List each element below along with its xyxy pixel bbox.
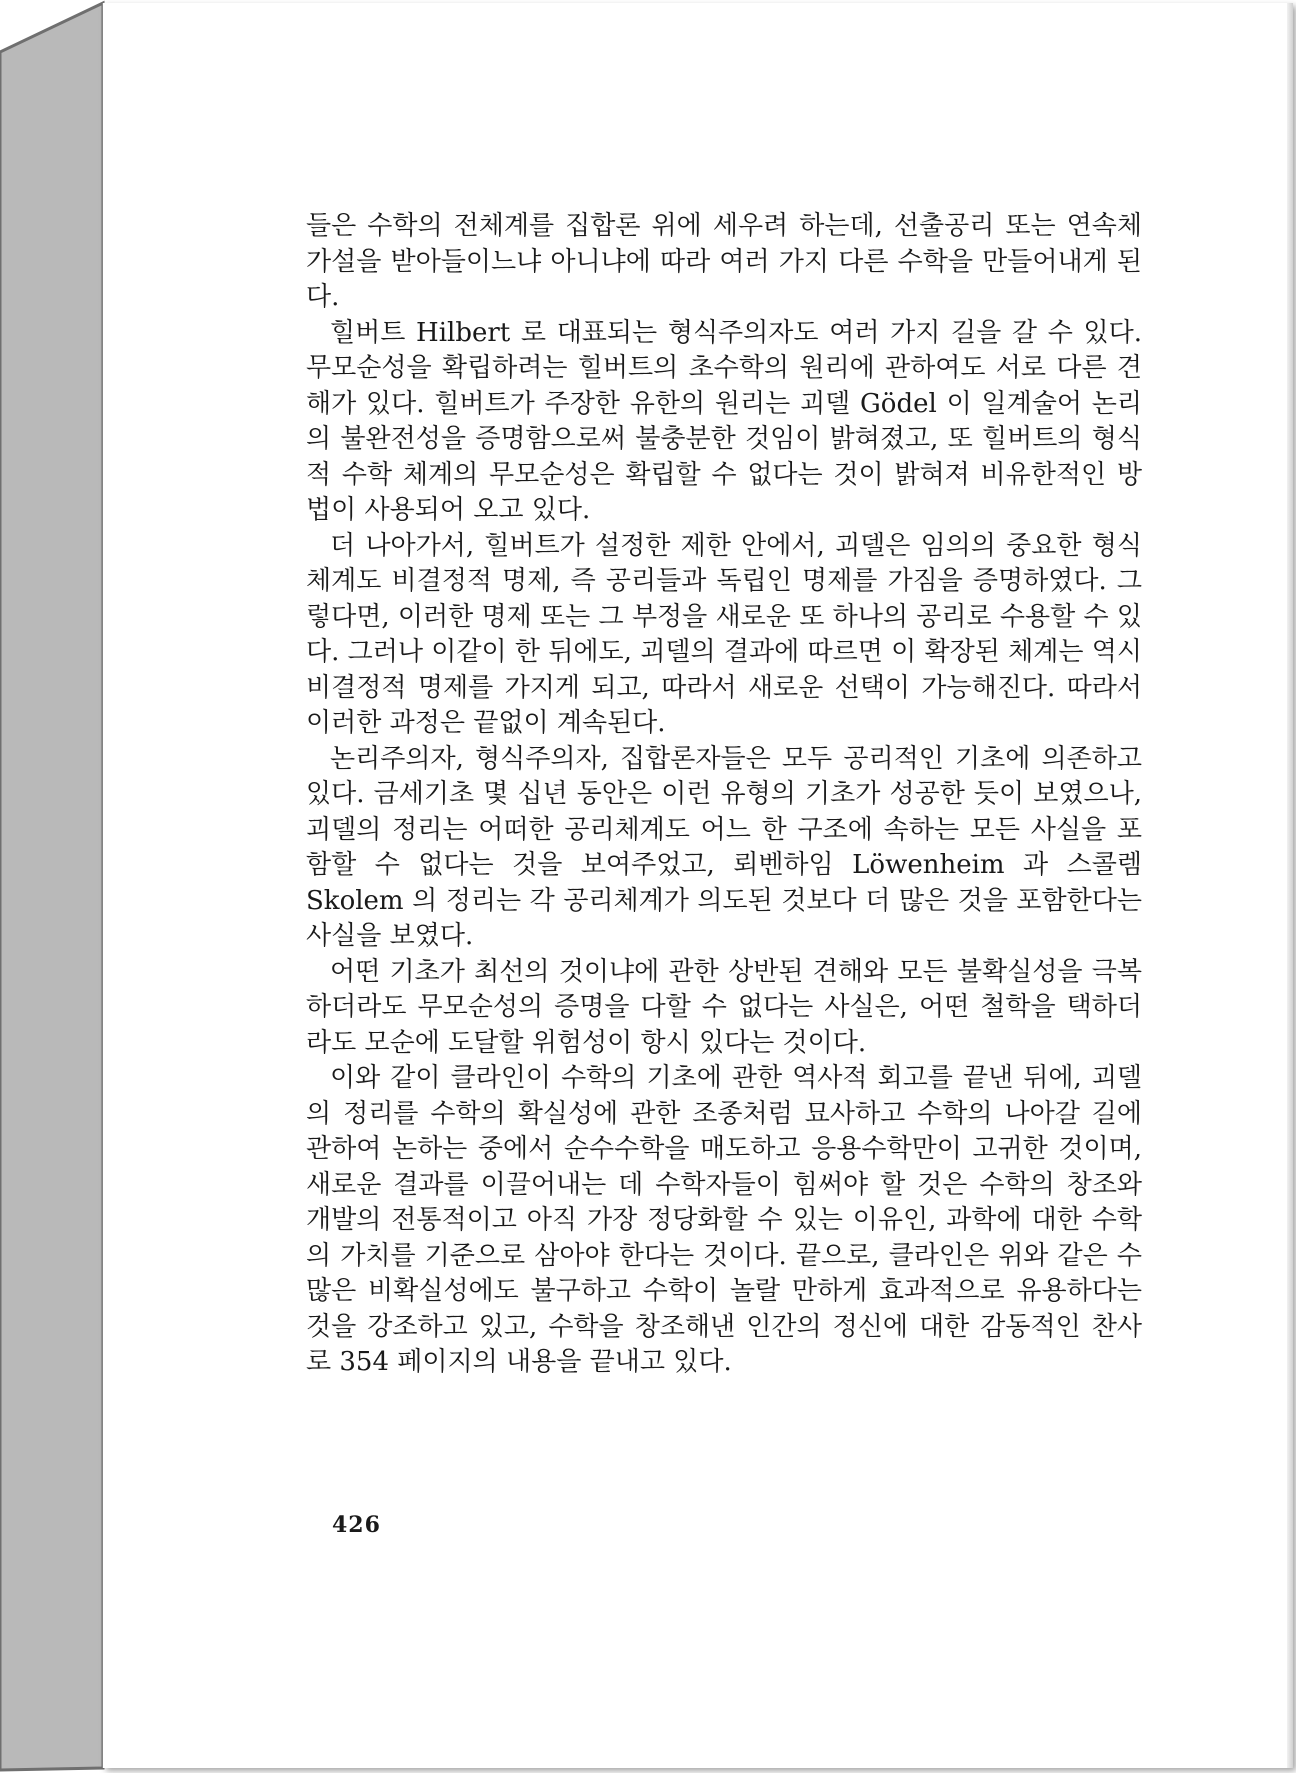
paragraph-3: 더 나아가서, 힐버트가 설정한 제한 안에서, 괴델은 임의의 중요한 형식 체계도 비결정적 명제, 즉 공리들과 독립인 명제를 가짐을 증명하였다. 그렇다면, 이러한 명제 또는 그 부정을 새로운 또 하나의 공리로 수용할 수 있다. 그러나 이같이 한 뒤에도, 괴델의 결과에 따르면 이 확장된 체계는 역시 비결정적 명제를 가지게 되고, 따라서 새로운 선택이 가능해진다. 따라서 이러한 과정은 끝없이 계속된다. (306, 530, 1142, 738)
paragraph-6: 이와 같이 클라인이 수학의 기초에 관한 역사적 회고를 끝낸 뒤에, 괴델의 정리를 수학의 확실성에 관한 조종처럼 묘사하고 수학의 나아갈 길에 관하여 논하는 중에서 순수수학을 매도하고 응용수학만이 고귀한 것이며, 새로운 결과를 이끌어내는 데 수학자들이 힘써야 할 것은 수학의 창조와 개발의 전통적이고 아직 가장 정당화할 수 있는 이유인, 과학에 대한 수학의 가치를 기준으로 삼아야 한다는 것이다. 끝으로, 클라인은 위와 같은 수많은 비확실성에도 불구하고 수학이 놀랄 만하게 효과적으로 유용하다는 것을 강조하고 있고, 수학을 창조해낸 인간의 정신에 대한 감동적인 찬사로 354 페이지의 내용을 끝내고 있다. (306, 1063, 1142, 1377)
paragraph-5: 어떤 기초가 최선의 것이냐에 관한 상반된 견해와 모든 불확실성을 극복하더라도 무모순성의 증명을 다할 수 없다는 사실은, 어떤 철학을 택하더라도 모순에 도달할 위험성이 항시 있다는 것이다. (306, 956, 1142, 1058)
page-edge (1287, 3, 1293, 1768)
paragraph-2: 힐버트 Hilbert 로 대표되는 형식주의자도 여러 가지 길을 갈 수 있다. 무모순성을 확립하려는 힐버트의 초수학의 원리에 관하여도 서로 다른 견해가 있다. 힐버트가 주장한 유한의 원리는 괴델 Gödel 이 일계술어 논리의 불완전성을 증명함으로써 불충분한 것임이 밝혀졌고, 또 힐버트의 형식적 수학 체계의 무모순성은 확립할 수 없다는 것이 밝혀져 비유한적인 방법이 사용되어 오고 있다. (306, 317, 1142, 525)
paragraph-1: 들은 수학의 전체계를 집합론 위에 세우려 하는데, 선출공리 또는 연속체가설을 받아들이느냐 아니냐에 따라 여러 가지 다른 수학을 만들어내게 된다. (306, 211, 1142, 312)
page-number: 426 (332, 1512, 381, 1538)
paragraph-4: 논리주의자, 형식주의자, 집합론자들은 모두 공리적인 기초에 의존하고 있다. 금세기초 몇 십년 동안은 이런 유형의 기초가 성공한 듯이 보였으나, 괴델의 정리는 어떠한 공리체계도 어느 한 구조에 속하는 모든 사실을 포함할 수 없다는 것을 보여주었고, 뢰벤하임 Löwenheim 과 스콜렘 Skolem 의 정리는 각 공리체계가 의도된 것보다 더 많은 것을 포함한다는 사실을 보였다. (306, 743, 1142, 951)
page-text (306, 209, 1142, 1381)
